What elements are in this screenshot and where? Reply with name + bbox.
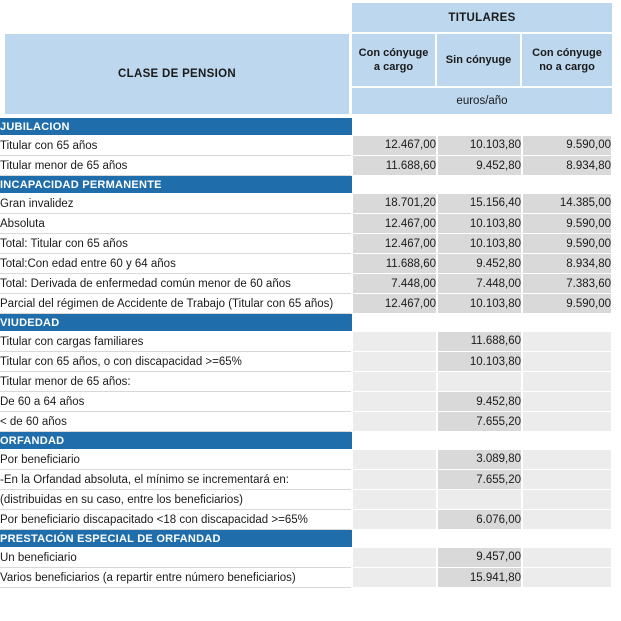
row-gutter (612, 194, 621, 214)
amount-cell-con-conyuge-a-cargo (352, 470, 437, 490)
pension-class-label: Por beneficiario (0, 450, 352, 470)
table-row (0, 412, 621, 432)
pension-table-body (0, 118, 621, 588)
pension-class-label: Absoluta (0, 214, 352, 234)
amount-cell-con-conyuge-no-a-cargo (522, 372, 612, 392)
amount-cell-sin-conyuge: 9.452,80 (437, 254, 522, 274)
table-row (0, 352, 621, 372)
amount-cell-con-conyuge-no-a-cargo: 9.590,00 (522, 136, 612, 156)
amount-cell-con-conyuge-a-cargo: 12.467,00 (352, 214, 437, 234)
amount-cell-con-conyuge-no-a-cargo: 14.385,00 (522, 194, 612, 214)
amount-cell-con-conyuge-no-a-cargo (522, 450, 612, 470)
section-header-spacer-con-conyuge-no-a-cargo (522, 530, 612, 548)
row-gutter (612, 432, 621, 450)
table-row (0, 274, 621, 294)
amount-cell-sin-conyuge: 10.103,80 (437, 136, 522, 156)
row-gutter (612, 490, 621, 510)
table-row (0, 490, 621, 510)
table-row (0, 194, 621, 214)
amount-cell-con-conyuge-a-cargo (352, 450, 437, 470)
pension-class-label: (distribuidas en su caso, entre los beneficiarios) (0, 490, 352, 510)
amount-cell-con-conyuge-a-cargo (352, 372, 437, 392)
amount-cell-sin-conyuge: 6.076,00 (437, 510, 522, 530)
amount-cell-con-conyuge-a-cargo (352, 548, 437, 568)
amount-cell-con-conyuge-no-a-cargo (522, 548, 612, 568)
amount-cell-con-conyuge-a-cargo: 12.467,00 (352, 294, 437, 314)
amount-cell-con-conyuge-no-a-cargo (522, 510, 612, 530)
amount-cell-con-conyuge-a-cargo (352, 412, 437, 432)
table-row (0, 372, 621, 392)
row-gutter (612, 254, 621, 274)
amount-cell-sin-conyuge (437, 490, 522, 510)
pension-class-label: Gran invalidez (0, 194, 352, 214)
row-gutter (612, 392, 621, 412)
row-gutter (612, 156, 621, 176)
section-header-spacer-con-conyuge-a-cargo (352, 530, 437, 548)
section-header-row (0, 530, 621, 548)
amount-cell-sin-conyuge: 15.941,80 (437, 568, 522, 588)
amount-cell-sin-conyuge: 7.655,20 (437, 470, 522, 490)
amount-cell-con-conyuge-no-a-cargo: 9.590,00 (522, 294, 612, 314)
row-gutter (612, 568, 621, 588)
pension-class-label: Un beneficiario (0, 548, 352, 568)
pension-class-label: -En la Orfandad absoluta, el mínimo se incrementará en: (0, 470, 352, 490)
row-gutter (612, 294, 621, 314)
row-gutter (612, 118, 621, 136)
section-header-row (0, 176, 621, 194)
row-gutter (612, 530, 621, 548)
section-header-spacer-con-conyuge-a-cargo (352, 118, 437, 136)
section-header-label: ORFANDAD (0, 432, 352, 450)
section-header-spacer-con-conyuge-no-a-cargo (522, 432, 612, 450)
section-header-spacer-con-conyuge-a-cargo (352, 432, 437, 450)
section-header-spacer-sin-conyuge (437, 118, 522, 136)
amount-cell-sin-conyuge: 9.452,80 (437, 392, 522, 412)
amount-cell-con-conyuge-no-a-cargo: 9.590,00 (522, 214, 612, 234)
pension-class-label: Total: Derivada de enfermedad común menor de 60 años (0, 274, 352, 294)
column-header-con-conyuge-no-a-cargo: Con cónyuge no a cargo (522, 34, 612, 86)
pension-class-label: Por beneficiario discapacitado <18 con discapacidad >=65% (0, 510, 352, 530)
pension-class-label: Titular menor de 65 años (0, 156, 352, 176)
units-label: euros/año (352, 88, 612, 114)
row-gutter (612, 214, 621, 234)
amount-cell-con-conyuge-no-a-cargo (522, 412, 612, 432)
amount-cell-con-conyuge-a-cargo: 11.688,60 (352, 156, 437, 176)
column-header-sin-conyuge: Sin cónyuge (437, 34, 520, 86)
amount-cell-con-conyuge-a-cargo: 12.467,00 (352, 136, 437, 156)
amount-cell-con-conyuge-a-cargo (352, 392, 437, 412)
pension-class-label: Total:Con edad entre 60 y 64 años (0, 254, 352, 274)
pension-class-label: < de 60 años (0, 412, 352, 432)
section-header-spacer-sin-conyuge (437, 314, 522, 332)
amount-cell-con-conyuge-no-a-cargo (522, 568, 612, 588)
section-header-row (0, 118, 621, 136)
table-row (0, 450, 621, 470)
amount-cell-con-conyuge-no-a-cargo: 8.934,80 (522, 156, 612, 176)
amount-cell-sin-conyuge: 9.457,00 (437, 548, 522, 568)
section-header-row (0, 432, 621, 450)
amount-cell-sin-conyuge: 9.452,80 (437, 156, 522, 176)
section-header-spacer-sin-conyuge (437, 432, 522, 450)
table-row (0, 156, 621, 176)
column-header-con-conyuge-a-cargo: Con cónyuge a cargo (352, 34, 435, 86)
section-header-row (0, 314, 621, 332)
amount-cell-sin-conyuge: 7.655,20 (437, 412, 522, 432)
row-gutter (612, 372, 621, 392)
row-gutter (612, 332, 621, 352)
section-header-spacer-con-conyuge-no-a-cargo (522, 176, 612, 194)
amount-cell-sin-conyuge (437, 372, 522, 392)
amount-cell-con-conyuge-no-a-cargo: 8.934,80 (522, 254, 612, 274)
table-row (0, 234, 621, 254)
section-header-label: PRESTACIÓN ESPECIAL DE ORFANDAD (0, 530, 352, 548)
amount-cell-con-conyuge-no-a-cargo: 9.590,00 (522, 234, 612, 254)
amount-cell-sin-conyuge: 10.103,80 (437, 294, 522, 314)
row-gutter (612, 510, 621, 530)
table-row (0, 294, 621, 314)
table-row (0, 136, 621, 156)
row-gutter (612, 450, 621, 470)
amount-cell-sin-conyuge: 7.448,00 (437, 274, 522, 294)
table-row (0, 510, 621, 530)
amount-cell-sin-conyuge: 10.103,80 (437, 352, 522, 372)
amount-cell-sin-conyuge: 15.156,40 (437, 194, 522, 214)
section-header-label: VIUDEDAD (0, 314, 352, 332)
amount-cell-con-conyuge-a-cargo (352, 510, 437, 530)
amount-cell-con-conyuge-a-cargo: 12.467,00 (352, 234, 437, 254)
amount-cell-sin-conyuge: 3.089,80 (437, 450, 522, 470)
row-gutter (612, 470, 621, 490)
amount-cell-con-conyuge-no-a-cargo (522, 352, 612, 372)
amount-cell-con-conyuge-a-cargo (352, 568, 437, 588)
amount-cell-con-conyuge-no-a-cargo (522, 392, 612, 412)
section-header-label: INCAPACIDAD PERMANENTE (0, 176, 352, 194)
amount-cell-con-conyuge-a-cargo: 18.701,20 (352, 194, 437, 214)
section-header-spacer-con-conyuge-a-cargo (352, 314, 437, 332)
row-gutter (612, 136, 621, 156)
amount-cell-con-conyuge-no-a-cargo (522, 470, 612, 490)
row-gutter (612, 412, 621, 432)
pension-class-label: Titular menor de 65 años: (0, 372, 352, 392)
row-gutter (612, 352, 621, 372)
column-group-header-titulares: TITULARES (352, 3, 612, 32)
row-gutter (612, 548, 621, 568)
pension-table (0, 117, 621, 588)
amount-cell-con-conyuge-a-cargo (352, 352, 437, 372)
amount-cell-con-conyuge-no-a-cargo: 7.383,60 (522, 274, 612, 294)
row-gutter (612, 274, 621, 294)
amount-cell-sin-conyuge: 10.103,80 (437, 214, 522, 234)
pension-class-label: Varios beneficiarios (a repartir entre número beneficiarios) (0, 568, 352, 588)
table-row (0, 332, 621, 352)
table-row (0, 568, 621, 588)
section-header-label: JUBILACION (0, 118, 352, 136)
table-header (0, 0, 621, 117)
table-row (0, 214, 621, 234)
pension-class-label: Parcial del régimen de Accidente de Trabajo (Titular con 65 años) (0, 294, 352, 314)
amount-cell-sin-conyuge: 11.688,60 (437, 332, 522, 352)
table-row (0, 470, 621, 490)
section-header-spacer-con-conyuge-no-a-cargo (522, 118, 612, 136)
amount-cell-sin-conyuge: 10.103,80 (437, 234, 522, 254)
table-row (0, 392, 621, 412)
amount-cell-con-conyuge-a-cargo: 11.688,60 (352, 254, 437, 274)
pension-class-label: Titular con cargas familiares (0, 332, 352, 352)
amount-cell-con-conyuge-no-a-cargo (522, 490, 612, 510)
section-header-spacer-sin-conyuge (437, 176, 522, 194)
row-gutter (612, 176, 621, 194)
pension-class-label: Titular con 65 años (0, 136, 352, 156)
pension-class-label: Titular con 65 años, o con discapacidad >=65% (0, 352, 352, 372)
row-label-column-header: CLASE DE PENSION (5, 34, 349, 114)
section-header-spacer-con-conyuge-no-a-cargo (522, 314, 612, 332)
pension-class-label: De 60 a 64 años (0, 392, 352, 412)
section-header-spacer-sin-conyuge (437, 530, 522, 548)
amount-cell-con-conyuge-a-cargo (352, 332, 437, 352)
amount-cell-con-conyuge-no-a-cargo (522, 332, 612, 352)
table-row (0, 548, 621, 568)
pension-class-label: Total: Titular con 65 años (0, 234, 352, 254)
section-header-spacer-con-conyuge-a-cargo (352, 176, 437, 194)
amount-cell-con-conyuge-a-cargo: 7.448,00 (352, 274, 437, 294)
table-row (0, 254, 621, 274)
row-gutter (612, 314, 621, 332)
amount-cell-con-conyuge-a-cargo (352, 490, 437, 510)
row-gutter (612, 234, 621, 254)
